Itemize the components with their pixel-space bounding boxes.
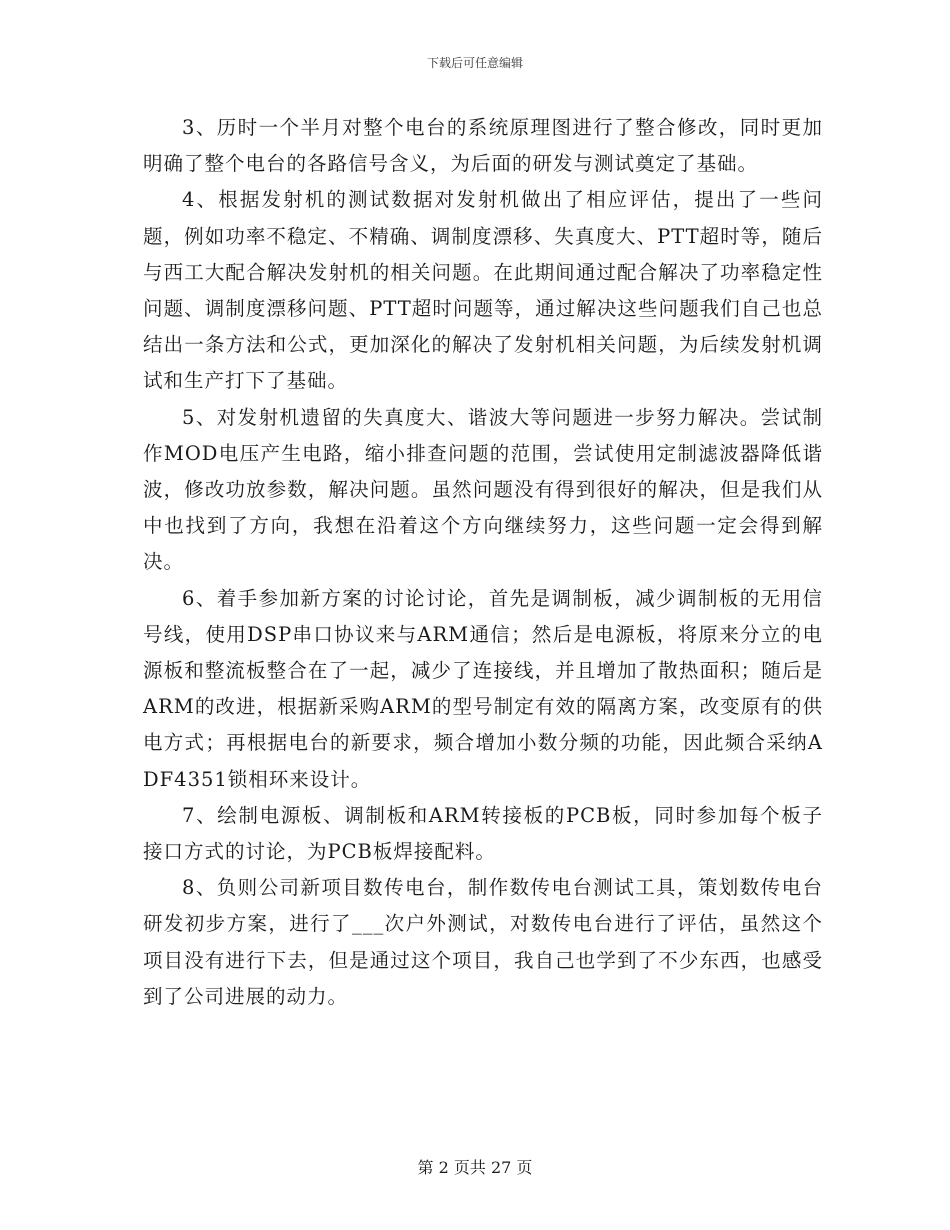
paragraph-item-5: 5、对发射机遗留的失真度大、谐波大等问题进一步努力解决。尝试制作MOD电压产生电路，缩小排查问题的范围，尝试使用定制滤波器降低谐波，修改功放参数，解决问题。虽然问题没有得到很好的解决，但是我们从中也找到了方向，我想在沿着这个方向继续努力，这些问题一定会得到解决。 bbox=[143, 405, 823, 574]
page-header: 下载后可任意编辑 bbox=[426, 56, 523, 70]
paragraph-item-6: 6、着手参加新方案的讨论讨论，首先是调制板，减少调制板的无用信号线，使用DSP串口协议来与ARM通信；然后是电源板，将原来分立的电源板和整流板整合在了一起，减少了连接线，并且增加了散热面积；随后是ARM的改进，根据新采购ARM的型号制定有效的隔离方案，改变原有的供电方式；再根据电台的新要求，频合增加小数分频的功能，因此频合采纳ADF4351锁相环来设计。 bbox=[143, 586, 823, 791]
paragraph-item-8: 8、负则公司新项目数传电台，制作数传电台测试工具，策划数传电台研发初步方案，进行了___次户外测试，对数传电台进行了评估，虽然这个项目没有进行下去，但是通过这个项目，我自己也学到了不少东西，也感受到了公司进展的动力。 bbox=[143, 876, 823, 1008]
paragraph-item-7: 7、绘制电源板、调制板和ARM转接板的PCB板，同时参加每个板子接口方式的讨论，为PCB板焊接配料。 bbox=[143, 803, 823, 864]
document-body bbox=[143, 110, 823, 1015]
page-number: 第 2 页共 27 页 bbox=[417, 1158, 533, 1177]
paragraph-item-4: 4、根据发射机的测试数据对发射机做出了相应评估，提出了一些问题，例如功率不稳定、不精确、调制度漂移、失真度大、PTT超时等，随后与西工大配合解决发射机的相关问题。在此期间通过配合解决了功率稳定性问题、调制度漂移问题、PTT超时问题等，通过解决这些问题我们自己也总结出一条方法和公式，更加深化的解决了发射机相关问题，为后续发射机调试和生产打下了基础。 bbox=[143, 188, 823, 393]
paragraph-item-3: 3、历时一个半月对整个电台的系统原理图进行了整合修改，同时更加明确了整个电台的各路信号含义，为后面的研发与测试奠定了基础。 bbox=[143, 116, 823, 176]
